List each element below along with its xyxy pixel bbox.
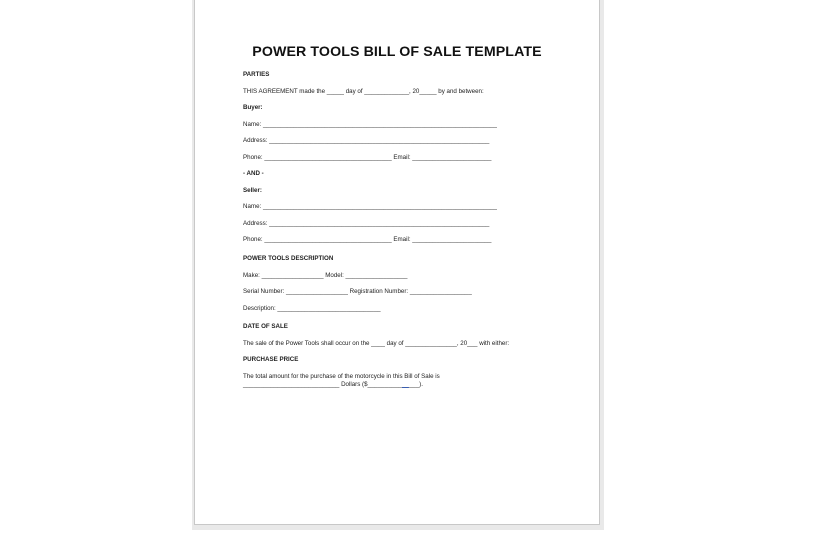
buyer-phone-email-line: Phone: _____________________________________ Email: _______________________ bbox=[243, 154, 492, 161]
seller-address-line: Address: ________________________________________________________________ bbox=[243, 220, 490, 227]
price-line-2-end: ___). bbox=[408, 381, 423, 388]
document-title: POWER TOOLS BILL OF SALE TEMPLATE bbox=[252, 44, 542, 60]
agreement-line: THIS AGREEMENT made the _____ day of _____________, 20_____ by and between: bbox=[243, 88, 484, 95]
seller-phone-email-line: Phone: _____________________________________ Email: _______________________ bbox=[243, 236, 492, 243]
date-heading: DATE OF SALE bbox=[243, 323, 288, 330]
buyer-name-line: Name: ____________________________________________________________________ bbox=[243, 121, 497, 128]
seller-name-line: Name: ____________________________________________________________________ bbox=[243, 203, 497, 210]
price-line-2-text: ____________________________ Dollars ($__________ bbox=[243, 381, 402, 388]
seller-heading: Seller: bbox=[243, 187, 262, 194]
date-line: The sale of the Power Tools shall occur on the ____ day of _______________, 20___ with either: bbox=[243, 340, 510, 347]
description-heading: POWER TOOLS DESCRIPTION bbox=[243, 255, 334, 262]
spellcheck-mark: __ bbox=[401, 381, 409, 388]
and-separator: - AND - bbox=[243, 170, 264, 177]
parties-heading: PARTIES bbox=[243, 71, 270, 78]
description-line: Description: ______________________________ bbox=[243, 305, 381, 312]
serial-registration-line: Serial Number: __________________ Registration Number: __________________ bbox=[243, 288, 472, 295]
price-line-1: The total amount for the purchase of the motorcycle in this Bill of Sale is bbox=[243, 373, 440, 380]
buyer-heading: Buyer: bbox=[243, 104, 263, 111]
buyer-address-line: Address: ________________________________________________________________ bbox=[243, 137, 490, 144]
price-line-2 bbox=[243, 381, 423, 389]
price-heading: PURCHASE PRICE bbox=[243, 356, 299, 363]
document-page bbox=[194, 0, 600, 525]
make-model-line: Make: __________________ Model: __________________ bbox=[243, 272, 408, 279]
